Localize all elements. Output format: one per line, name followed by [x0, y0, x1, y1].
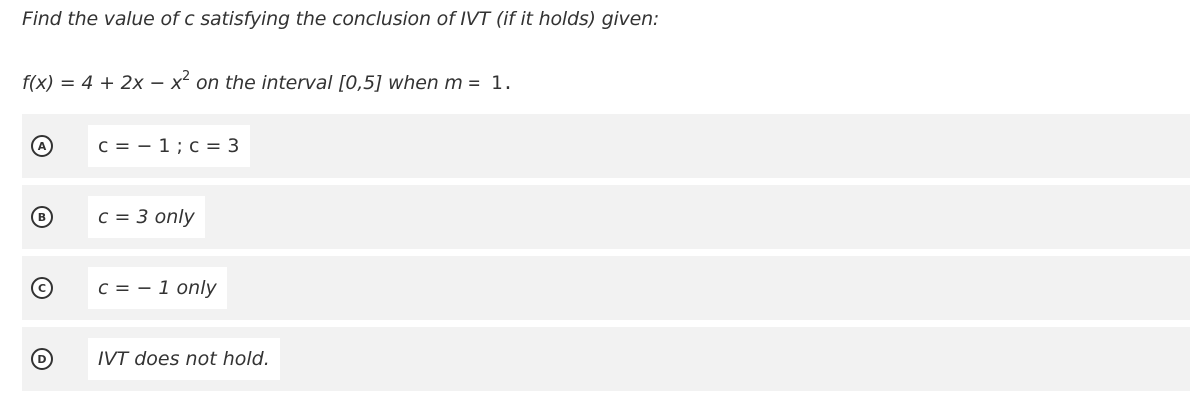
option-c-text: c = − 1 only — [88, 267, 227, 309]
interval-text: on the interval [0,5] when m — [190, 72, 469, 94]
condition-text: = 1. — [468, 72, 514, 94]
option-d-badge: D — [31, 348, 53, 370]
option-c-badge: C — [31, 277, 53, 299]
option-b-badge: B — [31, 206, 53, 228]
option-a-badge: A — [31, 135, 53, 157]
option-a[interactable] — [22, 114, 1190, 178]
answer-options — [22, 114, 1190, 391]
function-expression: f(x) = 4 + 2x − x — [22, 72, 183, 94]
option-d-text: IVT does not hold. — [88, 338, 280, 380]
option-b[interactable] — [22, 185, 1190, 249]
function-exponent: 2 — [182, 69, 191, 84]
option-c[interactable] — [22, 256, 1190, 320]
option-a-text: c = − 1 ; c = 3 — [88, 125, 250, 167]
option-d[interactable] — [22, 327, 1190, 391]
option-b-text: c = 3 only — [88, 196, 205, 238]
question-formula — [22, 69, 514, 94]
question-prompt: Find the value of c satisfying the conclusion of IVT (if it holds) given: — [22, 8, 660, 30]
